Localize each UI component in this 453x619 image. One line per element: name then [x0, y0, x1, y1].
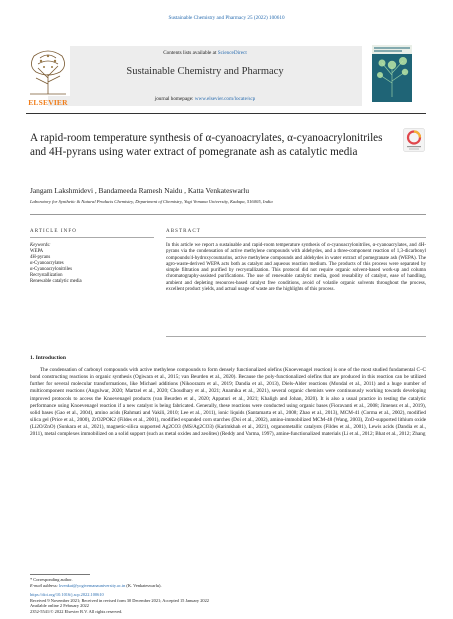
homepage-prefix: journal homepage:: [154, 96, 195, 102]
keywords-label: Keywords:: [30, 243, 51, 248]
history-received: Received 9 November 2021; Received in revised form 30 December 2021; Accepted 15 January 2022: [30, 597, 209, 603]
author-affiliation: Laboratory for Synthetic & Natural Products Chemistry, Department of Chemistry, Yogi Vemana University, Kadapa, 516005, India: [30, 199, 273, 204]
introduction-body: The condensation of carbonyl compounds with active methylene compounds to form densely functionalized olefins (Knoevenagel reaction) is one of the most studied fundamental C–C bond constructing reactions in organic synthesis (Ogiwara et al., 2015; van Beurden et al., 2020). Because the poly-functionalized olefins that are produced in this reaction can be utilized further for several molecular transformations, like Michael additions (Nikoorazm et al., 2019; Dandia et al., 2013), Diels-Alder reactions (Mondal et al., 2011) and a huge number of multicomponent reactions (Angulwar, 2020; Martzel et al., 2020; Choudhary et al., 2021; Anamika et al., 2021), several organic chemists were continuously working towards developing improved protocols to access the Knoevenagel products (van Beurden et al., 2020; Appaturi et al., 2021; Khaligh and Johan, 2020). It is also a usual practice in testing the catalytic performance using Knoevenagel reaction if a new catalyst is being fabricated. Generally, these reactions were conducted using organic bases (Fioravanti et al., 2008; Jimenez et al., 2019), solid bases (Gao et al., 2004), amino acids (Rahmati and Vakili, 2010; Lee et al., 2011), ionic liquids (Santamarta et al., 2008; Zhao et al., 2013), MCM-41 (Corma et al., 2002), modified silica gel (Price et al., 2000), ZrO2POK2 (Fildes et al., 2001), modified expanded corn starches (Doi et al., 2002), amino-immobilized MCM-48 (Wang, 2003), ZnO-supported lithium oxide (Li2O/ZnO) (Sunkara et al., 2021), magnetic-silica supported Ag2CO3 (MS/Ag2CO3) (Karimkhah et al., 2021), organometallic catalysts (Fildes et al., 2001), Lewis acids (Dandia et al., 2011), metal complexes immobilized on a solid support (such as metal oxides and zeolites) (Reddy and Varma, 1997), amine-functionalized materials (Li et al., 2012; Bhat et al., 2012; Zhang: [30, 367, 426, 438]
keywords-block: [30, 243, 154, 285]
article-info-rule: [30, 237, 154, 238]
article-history-block: [30, 592, 209, 614]
contents-prefix: Contents lists available at: [163, 50, 218, 56]
keyword-item: α-Cyanoacrylates: [30, 261, 64, 266]
email-suffix: (K. Venkateswarlu).: [125, 583, 162, 588]
introduction-heading: 1. Introduction: [30, 355, 66, 361]
footnote-rule: [30, 574, 90, 575]
history-available: Available online 2 February 2022: [30, 603, 89, 609]
corresponding-author-footnote: [30, 577, 162, 589]
abstract-rule: [166, 237, 426, 238]
abstract-text: In this article we report a sustainable and rapid-room temperature synthesis of α-cyanoacrylonitriles, α-cyanoacrylates, and 4H-pyrans via the condensation of active methylene compounds with aldehydes, and a three-component reaction of 1,3-dicarbonyl compounds/4-hydroxycoumarins, active methylene compounds and aldehydes in water extract of pomegranate ash (WEPA). The agro-waste-derived WEPA acts both as catalyst and aqueous reaction medium. The products of this process were separated by simple filtration and purified by recrystallization. This protocol did not require organic solvent-based work-up and column chromatography-assisted purifications. The use of renewable catalytic media, good reusability of catalyst, ease of handling, ambient and depleting resources-based catalyst free conditions, avoid of volatile organic solvents throughout the process, excellent product yields, and actual usage of waste are the highlights of this process.: [166, 243, 426, 293]
footnote-mark: * Corresponding author.: [30, 577, 73, 582]
keyword-item: WEPA: [30, 249, 44, 254]
abstract-bottom-rule: [166, 336, 426, 337]
sciencedirect-link[interactable]: ScienceDirect: [217, 50, 247, 56]
running-head[interactable]: Sustainable Chemistry and Pharmacy 25 (2022) 100610: [168, 15, 285, 21]
keyword-item: Recrystallization: [30, 273, 63, 278]
title-divider: [30, 214, 426, 215]
header-rule: [26, 113, 426, 114]
footnote-email-line: [30, 583, 162, 589]
journal-title: Sustainable Chemistry and Pharmacy: [126, 66, 284, 77]
author-list[interactable]: Jangam Lakshmidevi , Bandameeda Ramesh Naidu , Katta Venkateswarlu: [30, 186, 250, 195]
journal-homepage-link[interactable]: www.elsevier.com/locate/scp: [194, 96, 256, 102]
email-label: E-mail address:: [30, 583, 60, 588]
article-title: A rapid-room temperature synthesis of α-cyanoacrylates, α-cyanoacrylonitriles and 4H-pyrans using water extract of pomegranate ash as catalytic media: [30, 132, 383, 158]
keyword-item: Renewable catalytic media: [30, 279, 82, 284]
publisher-wordmark: ELSEVIER: [28, 98, 68, 107]
copyright-line: 2352-5541/© 2022 Elsevier B.V. All rights reserved.: [30, 608, 123, 614]
keyword-item: α-Cyanoacrylonitriles: [30, 267, 72, 272]
journal-cover-image[interactable]: [372, 45, 412, 102]
doi-link[interactable]: https://doi.org/10.1016/j.scp.2022.100610: [30, 592, 104, 597]
check-for-updates-icon[interactable]: [403, 128, 425, 152]
article-info-heading: ARTICLE INFO: [30, 229, 77, 234]
author-email-link[interactable]: kvenkat@yogivemanauniversity.ac.in: [59, 583, 126, 588]
abstract-heading: ABSTRACT: [166, 229, 201, 234]
contents-available-line: [48, 50, 362, 56]
keyword-item: 4H-pyrans: [30, 255, 51, 260]
journal-homepage-line: [48, 96, 362, 102]
